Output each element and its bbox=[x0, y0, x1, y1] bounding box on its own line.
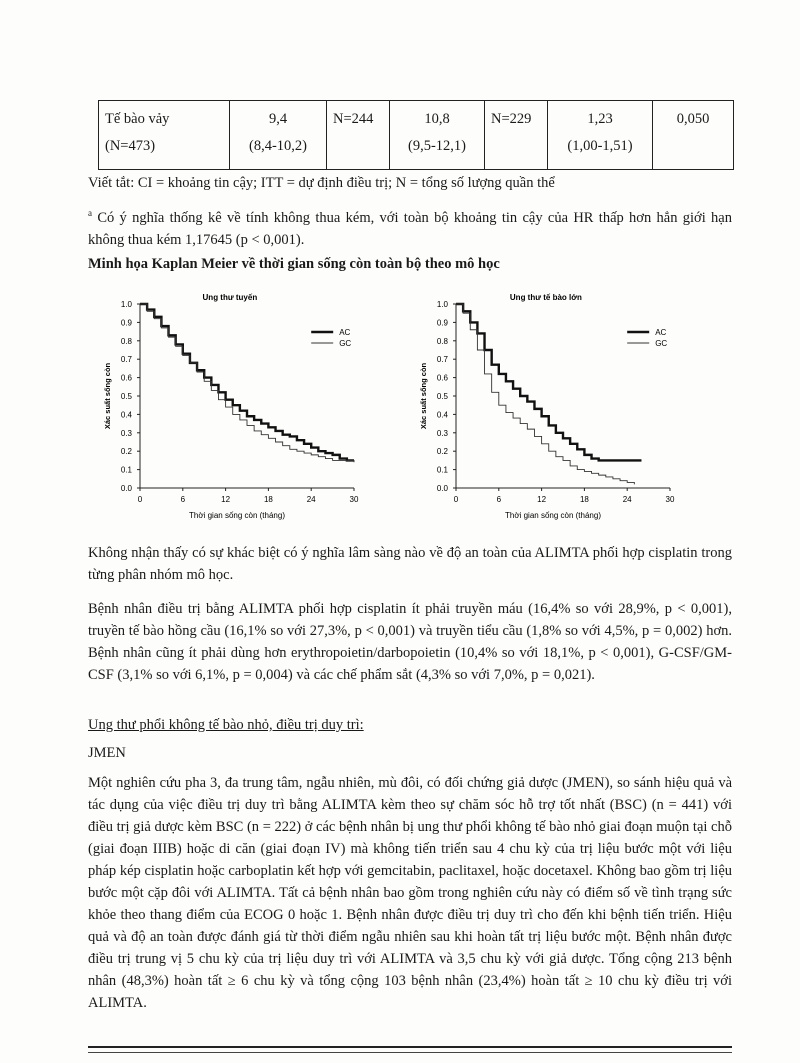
x-tick-label: 24 bbox=[306, 495, 316, 504]
y-tick-label: 0.3 bbox=[120, 428, 132, 438]
series-line-gc bbox=[456, 304, 634, 484]
x-tick-label: 0 bbox=[453, 495, 459, 504]
y-tick-label: 0.5 bbox=[120, 392, 132, 401]
y-tick-label: 0.8 bbox=[436, 336, 448, 346]
y-tick-label: 0.8 bbox=[120, 336, 132, 346]
row-n: (N=473) bbox=[105, 138, 156, 154]
y-tick-label: 0.0 bbox=[436, 484, 448, 493]
x-axis-label: Thời gian sống còn (tháng) bbox=[189, 511, 285, 520]
ac-n: N=244 bbox=[333, 111, 374, 127]
x-tick-label: 6 bbox=[496, 495, 502, 504]
y-tick-label: 1.0 bbox=[436, 300, 448, 309]
chart-title: Ung thư tế bào lớn bbox=[509, 293, 582, 302]
series-line-ac bbox=[456, 304, 641, 460]
ac-ci: (8,4-10,2) bbox=[249, 138, 307, 154]
y-tick-label: 1.0 bbox=[120, 300, 132, 309]
gc-n: N=229 bbox=[491, 111, 532, 127]
hr-cell bbox=[548, 101, 653, 170]
gc-n-cell bbox=[485, 101, 548, 170]
table-row bbox=[99, 101, 734, 170]
results-table bbox=[98, 100, 734, 170]
x-tick-label: 12 bbox=[537, 495, 547, 504]
km-chart-adenocarcinoma bbox=[96, 286, 386, 526]
y-tick-label: 0.6 bbox=[436, 373, 448, 383]
row-label-cell bbox=[99, 101, 230, 170]
x-tick-label: 30 bbox=[665, 495, 675, 504]
gc-median: 10,8 bbox=[424, 111, 450, 127]
section-heading: Minh họa Kaplan Meier về thời gian sống còn toàn bộ theo mô học bbox=[88, 256, 500, 272]
y-tick-label: 0.0 bbox=[120, 484, 132, 493]
x-tick-label: 12 bbox=[221, 495, 231, 504]
footnote-text: Có ý nghĩa thống kê về tính không thua kém, với toàn bộ khoảng tin cậy của HR thấp hơn hẳn giới hạn không thua kém 1,17645 (p < 0,001). bbox=[88, 209, 732, 248]
abbreviation-note: Viết tắt: CI = khoảng tin cậy; ITT = dự định điều trị; N = tổng số lượng quần thể bbox=[88, 175, 555, 191]
p-value: 0,050 bbox=[676, 111, 710, 127]
series-line-gc bbox=[140, 304, 354, 462]
hr-ci: (1,00-1,51) bbox=[567, 138, 633, 154]
legend-label-gc: GC bbox=[655, 339, 668, 348]
y-tick-label: 0.4 bbox=[436, 410, 448, 420]
footnote-marker: a bbox=[88, 208, 92, 218]
legend-label-gc: GC bbox=[339, 339, 352, 348]
legend-label-ac: AC bbox=[655, 328, 667, 337]
series-line-ac bbox=[140, 304, 354, 460]
gc-median-cell bbox=[390, 101, 485, 170]
paragraph-jmen: Một nghiên cứu pha 3, đa trung tâm, ngẫu nhiên, mù đôi, có đối chứng giả dược (JMEN), so sánh hiệu quả và tác dụng của việc điều trị duy trì bằng ALIMTA kèm theo sự chăm sóc hỗ trợ tốt nhất (BSC) (n = 441) với điều trị giả dược kèm BSC (n = 222) ở các bệnh nhân bị ung thư phổi không tế bào nhỏ giai đoạn muộn tại chỗ (giai đoạn IIIB) hoặc di căn (giai đoạn IV) mà không tiến triển sau 4 chu kỳ của trị liệu bước một với liệu pháp kép cisplatin hoặc carboplatin kết hợp với gemcitabin, paclitaxel, hoặc docetaxel. Không bao gồm trị liệu bước một cặp đôi với ALIMTA. Tất cả bệnh nhân bao gồm trong nghiên cứu này có điểm số về tình trạng sức khỏe theo thang điểm của ECOG 0 hoặc 1. Bệnh nhân được điều trị duy trì cho đến khi bệnh tiến triển. Hiệu quả và độ an toàn được đánh giá từ thời điểm ngẫu nhiên sau khi hoàn tất trị liệu bước một. Bệnh nhân được điều trị trung vị 5 chu kỳ của trị liệu duy trì với ALIMTA và 3,5 chu kỳ với giả dược. Tổng cộng 213 bệnh nhân (48,3%) hoàn tất ≥ 6 chu kỳ và tổng cộng 103 bệnh nhân (23,4%) hoàn tất ≥ 10 chu kỳ điều trị với ALIMTA. bbox=[88, 775, 732, 1011]
y-tick-label: 0.2 bbox=[120, 447, 132, 457]
y-tick-label: 0.6 bbox=[120, 373, 132, 383]
p-value-cell bbox=[653, 101, 734, 170]
ac-median-cell bbox=[230, 101, 327, 170]
chart-title: Ung thư tuyến bbox=[202, 293, 258, 302]
y-tick-label: 0.1 bbox=[120, 465, 132, 475]
y-tick-label: 0.9 bbox=[120, 318, 132, 328]
row-label: Tế bào vảy bbox=[105, 111, 170, 127]
footer-rule bbox=[88, 1046, 732, 1048]
x-tick-label: 30 bbox=[349, 495, 359, 504]
legend-label-ac: AC bbox=[339, 328, 351, 337]
paragraph-safety: Không nhận thấy có sự khác biệt có ý nghĩa lâm sàng nào về độ an toàn của ALIMTA phối hợp cisplatin trong từng phân nhóm mô học. bbox=[88, 545, 732, 583]
subheading-maintenance: Ung thư phổi không tế bào nhỏ, điều trị duy trì: bbox=[88, 717, 364, 733]
x-tick-label: 24 bbox=[622, 495, 632, 504]
y-tick-label: 0.1 bbox=[436, 465, 448, 475]
y-tick-label: 0.4 bbox=[120, 410, 132, 420]
km-chart-large-cell bbox=[412, 286, 702, 526]
ac-median: 9,4 bbox=[268, 111, 288, 127]
gc-ci: (9,5-12,1) bbox=[408, 138, 466, 154]
y-tick-label: 0.2 bbox=[436, 447, 448, 457]
y-tick-label: 0.5 bbox=[436, 392, 448, 401]
y-tick-label: 0.9 bbox=[436, 318, 448, 328]
x-axis-label: Thời gian sống còn (tháng) bbox=[505, 511, 601, 520]
hr: 1,23 bbox=[587, 111, 613, 127]
ac-n-cell bbox=[327, 101, 390, 170]
footer-rule-thin bbox=[88, 1052, 732, 1053]
y-axis-label: Xác suất sống còn bbox=[419, 362, 428, 430]
footnote bbox=[88, 202, 732, 251]
x-tick-label: 18 bbox=[579, 495, 589, 504]
study-name: JMEN bbox=[88, 745, 126, 761]
y-tick-label: 0.3 bbox=[436, 428, 448, 438]
x-tick-label: 18 bbox=[263, 495, 273, 504]
x-tick-label: 6 bbox=[180, 495, 186, 504]
y-axis-label: Xác suất sống còn bbox=[103, 362, 112, 430]
x-tick-label: 0 bbox=[137, 495, 143, 504]
y-tick-label: 0.7 bbox=[120, 355, 132, 365]
y-tick-label: 0.7 bbox=[436, 355, 448, 365]
paragraph-transfusion: Bệnh nhân điều trị bằng ALIMTA phối hợp cisplatin ít phải truyền máu (16,4% so với 28,9%, p < 0,001), truyền tế bào hồng cầu (16,1% so với 27,3%, p < 0,001) và truyền tiểu cầu (1,8% so với 4,5%, p = 0,002) hơn. Bệnh nhân cũng ít phải dùng hơn erythropoietin/darbopoietin (10,4% so với 18,1%, p < 0,001), G-CSF/GM-CSF (3,1% so với 6,1%, p = 0,004) và các chế phẩm sắt (4,3% so với 7,0%, p = 0,021). bbox=[88, 601, 732, 683]
